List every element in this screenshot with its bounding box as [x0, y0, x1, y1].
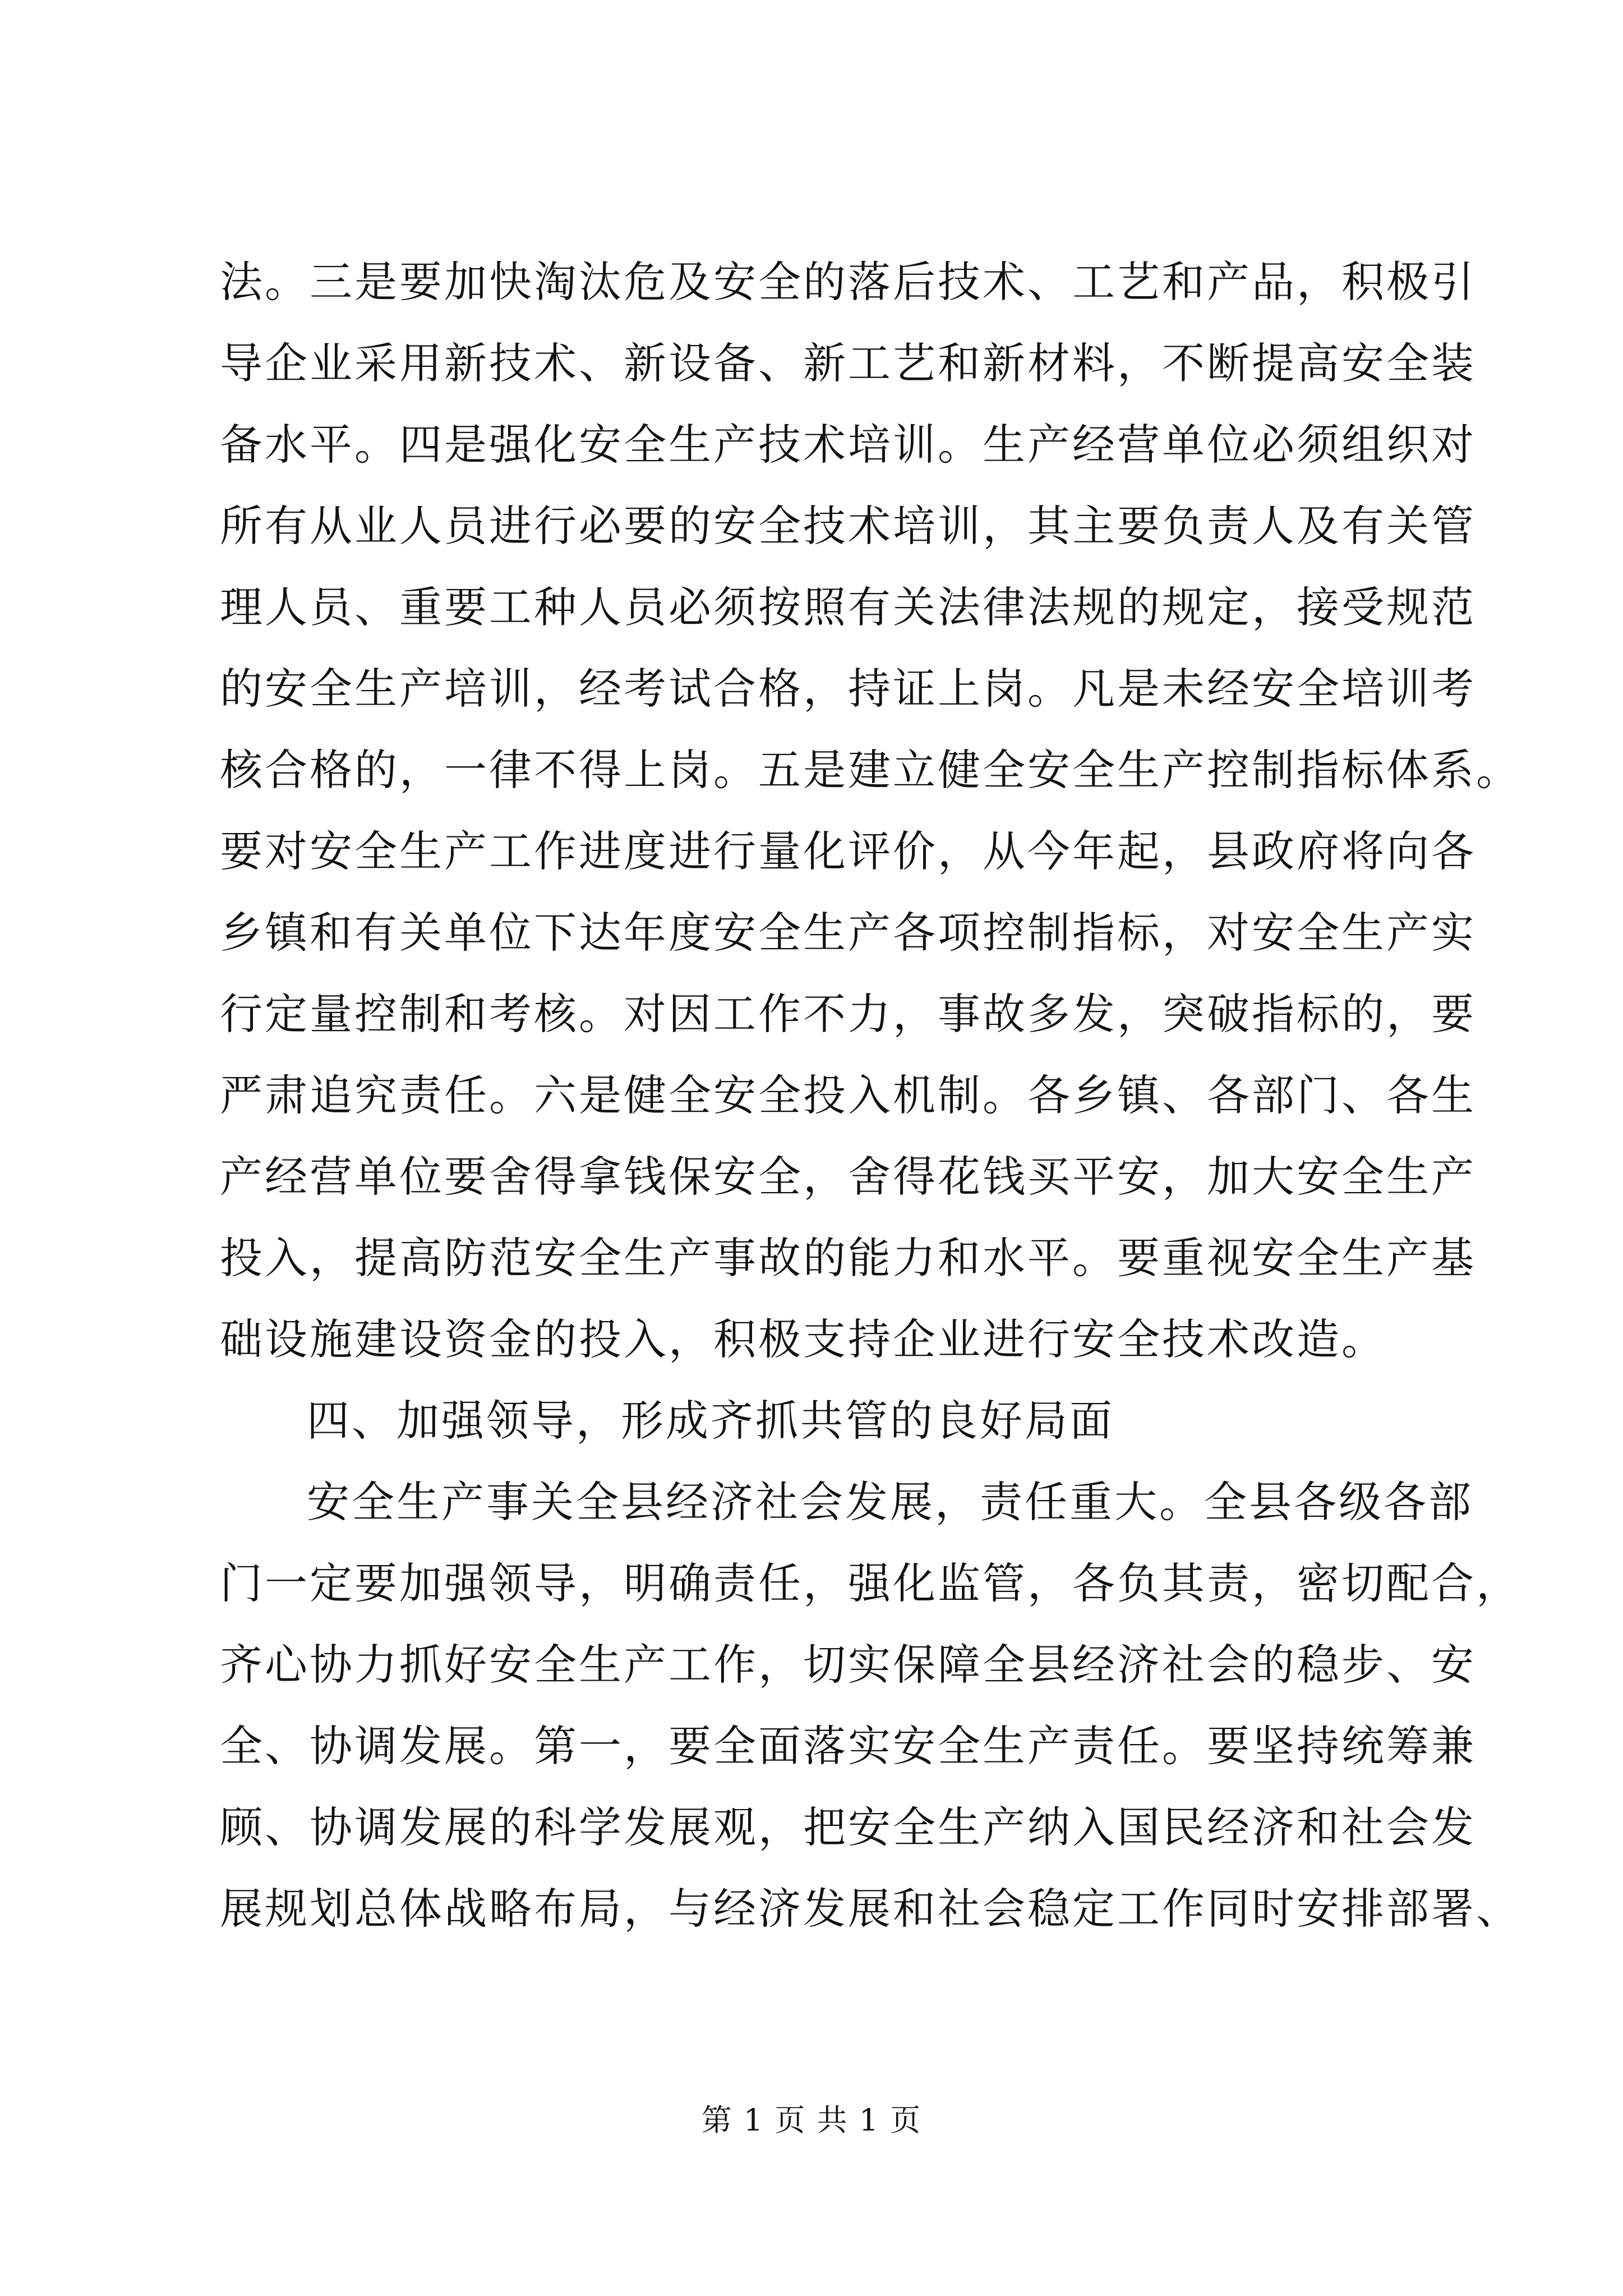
text-line: 投入，提高防范安全生产事故的能力和水平。要重视安全生产基 [220, 1233, 1476, 1283]
text-line: 顾、协调发展的科学发展观，把安全生产纳入国民经济和社会发 [220, 1802, 1476, 1852]
document-body [220, 241, 1521, 1949]
text-line: 严肃追究责任。六是健全安全投入机制。各乡镇、各部门、各生 [220, 1070, 1476, 1120]
text-line: 理人员、重要工种人员必须按照有关法律法规的规定，接受规范 [220, 582, 1476, 632]
text-line: 备水平。四是强化安全生产技术培训。生产经营单位必须组织对 [220, 420, 1476, 470]
text-line: 核合格的，一律不得上岗。五是建立健全安全生产控制指标体系。 [220, 745, 1521, 795]
text-line: 导企业采用新技术、新设备、新工艺和新材料，不断提高安全装 [220, 338, 1476, 388]
text-line: 安全生产事关全县经济社会发展，责任重大。全县各级各部 [307, 1477, 1473, 1527]
text-line: 础设施建设资金的投入，积极支持企业进行安全技术改造。 [220, 1314, 1386, 1364]
text-line: 产经营单位要舍得拿钱保安全，舍得花钱买平安，加大安全生产 [220, 1152, 1476, 1202]
text-line: 展规划总体战略布局，与经济发展和社会稳定工作同时安排部署、 [220, 1884, 1521, 1934]
text-line: 全、协调发展。第一，要全面落实安全生产责任。要坚持统筹兼 [220, 1721, 1476, 1771]
text-line: 要对安全生产工作进度进行量化评价，从今年起，县政府将向各 [220, 826, 1476, 876]
text-line: 所有从业人员进行必要的安全技术培训，其主要负责人及有关管 [220, 501, 1476, 551]
text-line: 法。三是要加快淘汰危及安全的落后技术、工艺和产品，积极引 [220, 257, 1476, 307]
text-line: 门一定要加强领导，明确责任，强化监管，各负其责，密切配合， [220, 1558, 1521, 1608]
section-heading: 四、加强领导，形成齐抓共管的良好局面 [307, 1396, 1114, 1446]
text-line: 齐心协力抓好安全生产工作，切实保障全县经济社会的稳步、安 [220, 1640, 1476, 1690]
text-line: 的安全生产培训，经考试合格，持证上岗。凡是未经安全培训考 [220, 664, 1476, 714]
text-line: 行定量控制和考核。对因工作不力，事故多发，突破指标的，要 [220, 989, 1476, 1039]
text-line: 乡镇和有关单位下达年度安全生产各项控制指标，对安全生产实 [220, 908, 1476, 958]
page-footer: 第 1 页 共 1 页 [701, 2102, 922, 2138]
